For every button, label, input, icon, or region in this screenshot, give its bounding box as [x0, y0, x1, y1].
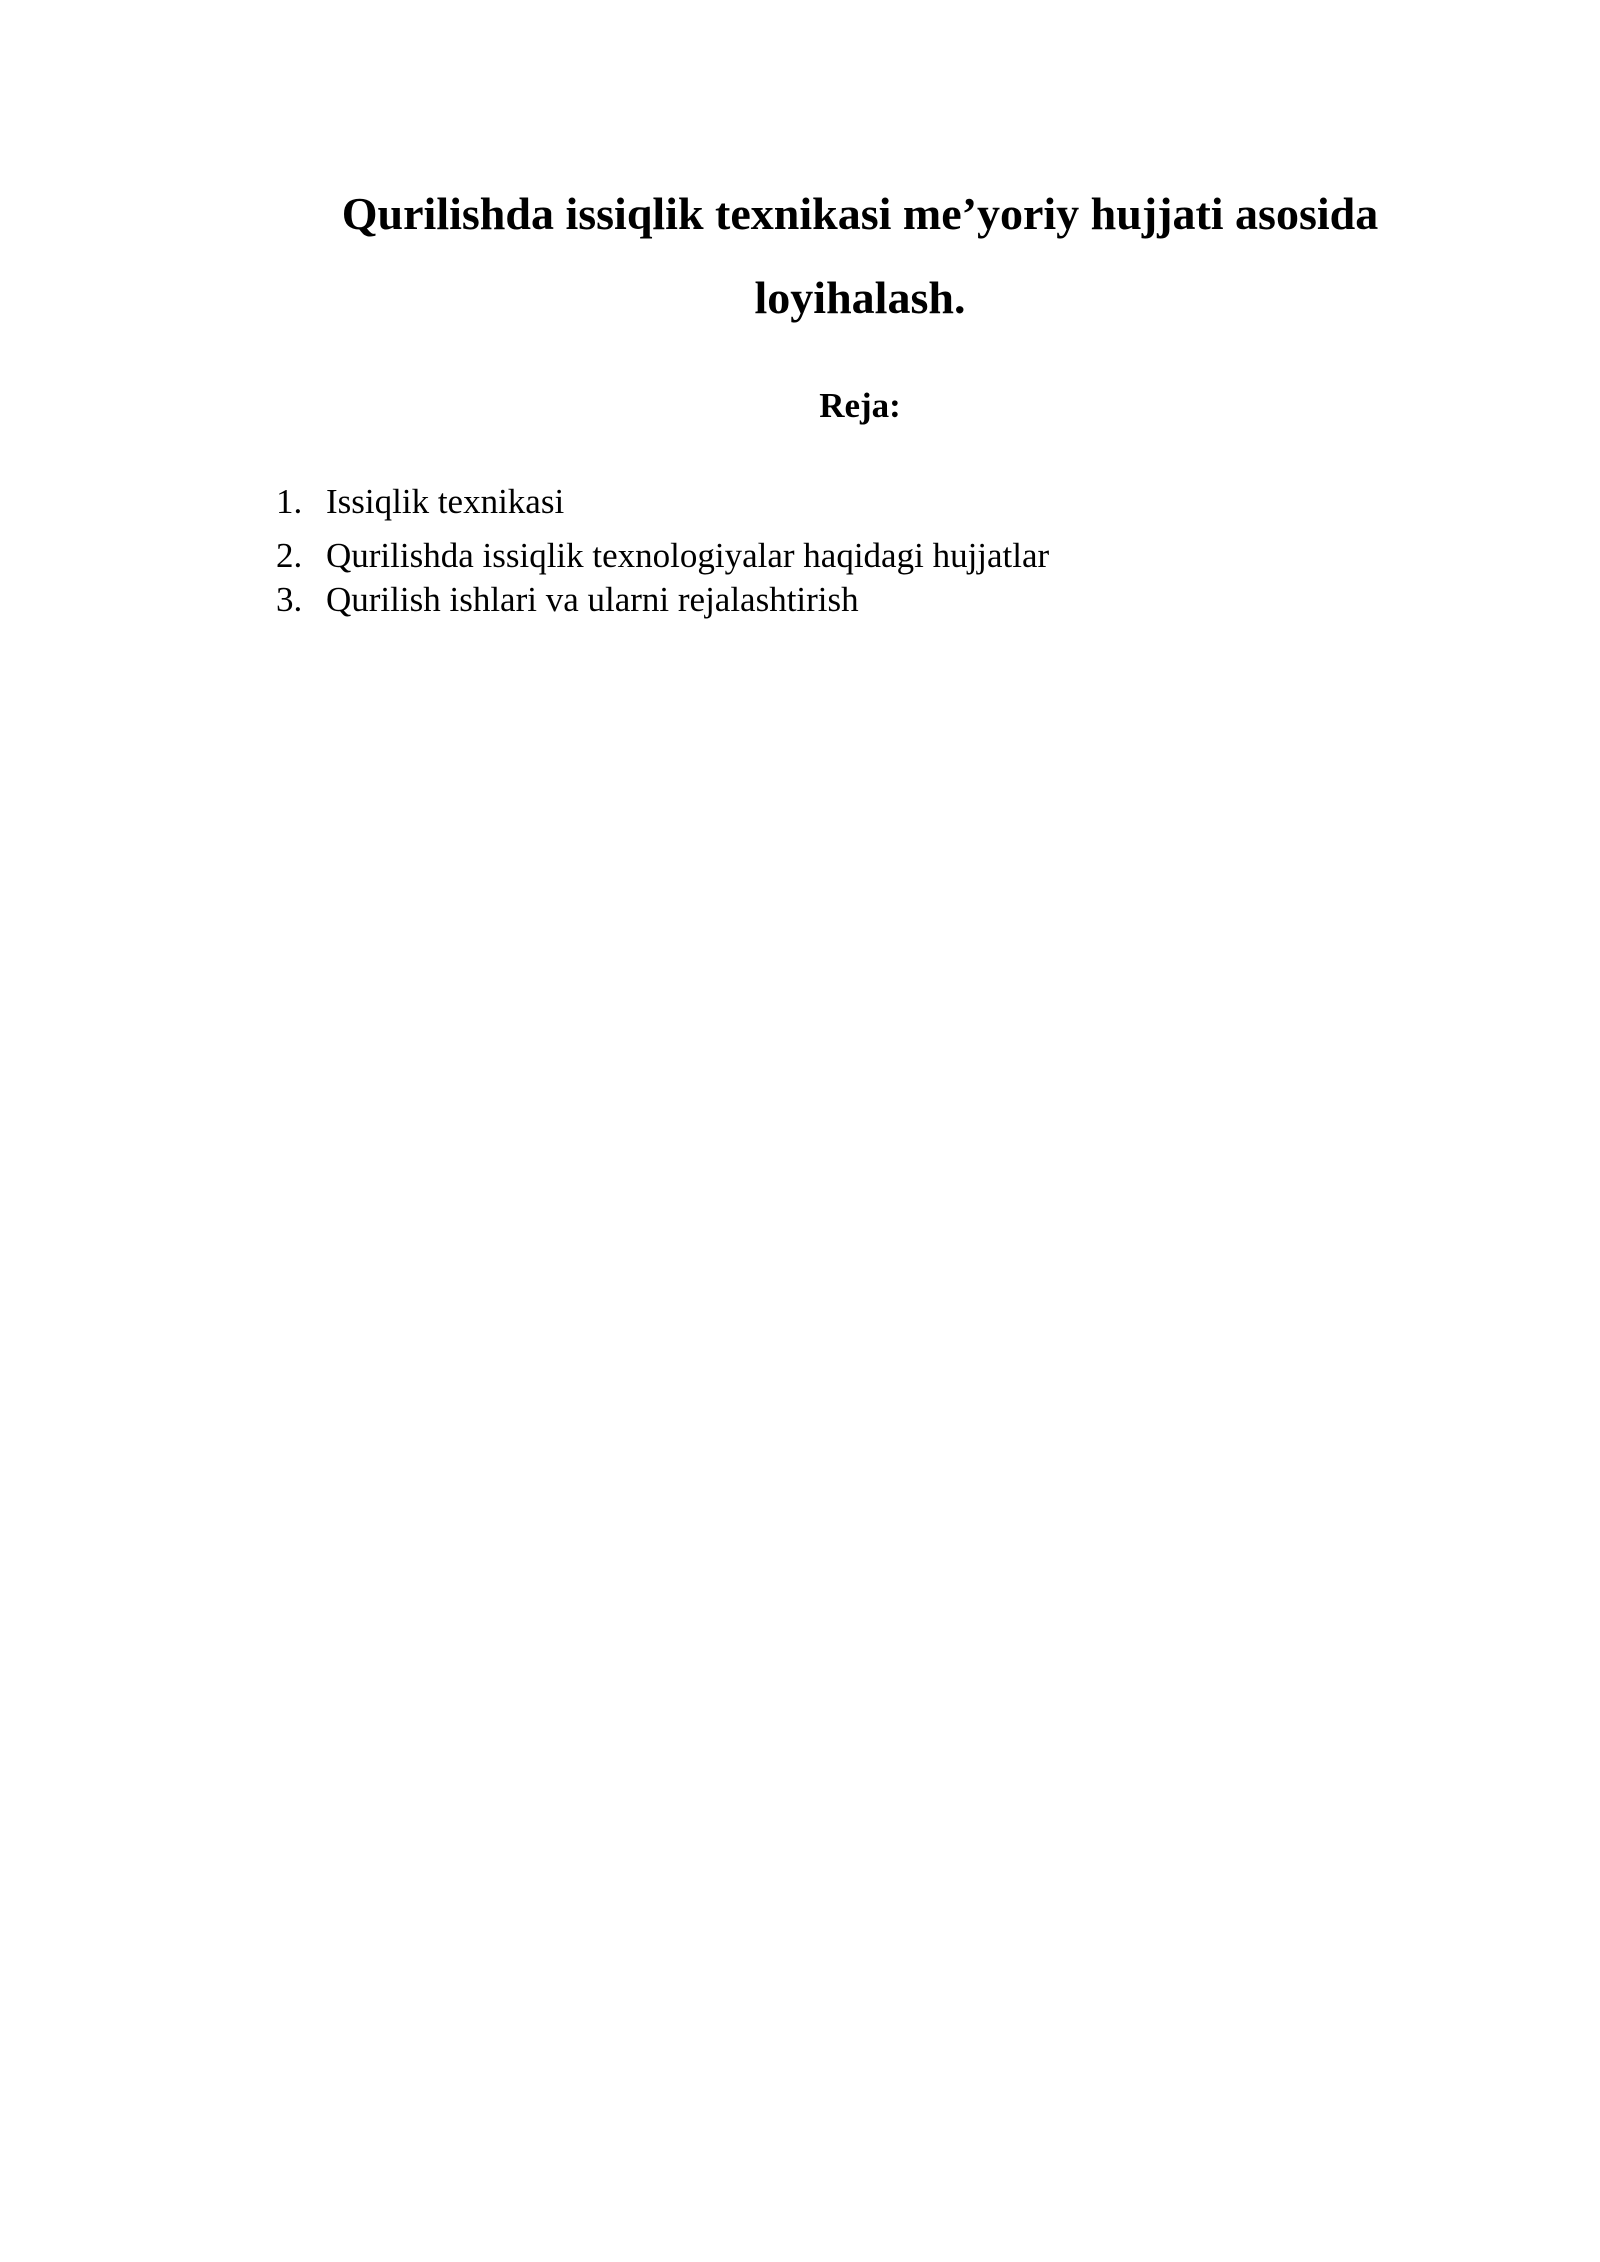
plan-item-number: 2. — [276, 536, 303, 575]
plan-item-number: 1. — [276, 482, 303, 521]
plan-heading: Reja: — [819, 386, 901, 425]
plan-item-text: Issiqlik texnikasi — [326, 482, 565, 521]
plan-item-number: 3. — [276, 580, 303, 619]
plan-list-item — [276, 578, 1049, 622]
plan-item-text: Qurilish ishlari va ularni rejalashtirish — [326, 580, 859, 619]
plan-list — [276, 480, 1049, 622]
document-title: Qurilishda issiqlik texnikasi me’yoriy hujjati asosida loyihalash. — [341, 188, 1379, 323]
plan-list-item — [276, 534, 1049, 578]
plan-list-item — [276, 480, 1049, 524]
plan-item-text: Qurilishda issiqlik texnologiyalar haqidagi hujjatlar — [326, 536, 1050, 575]
